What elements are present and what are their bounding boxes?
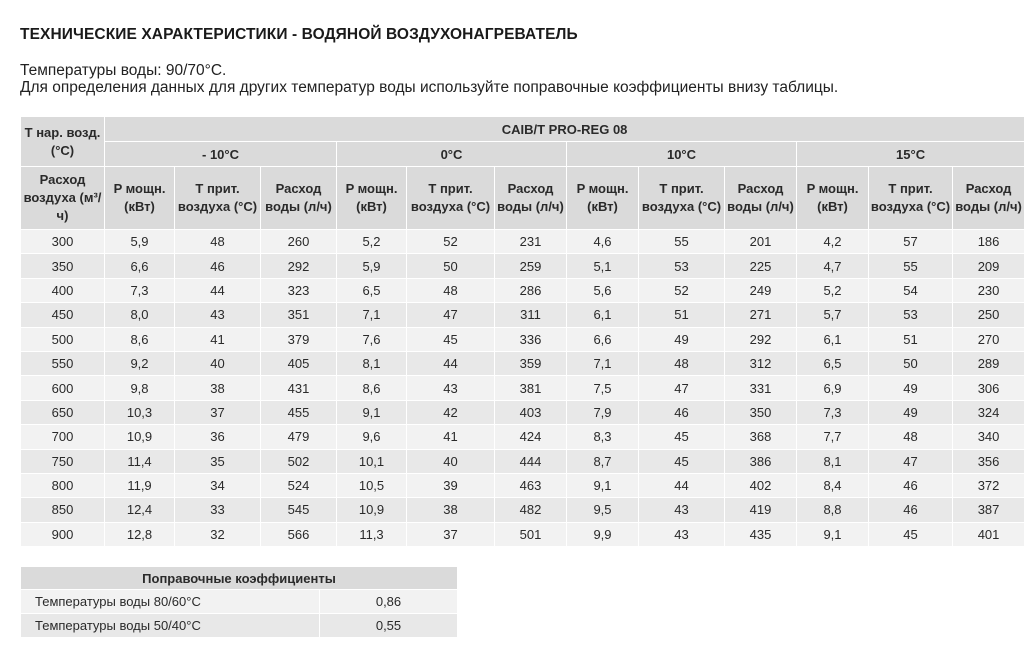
value-cell: 359 — [495, 351, 567, 375]
value-cell: 5,2 — [797, 278, 869, 302]
intro-line-instructions: Для определения данных для других температур воды используйте поправочные коэффициенты внизу таблицы. — [20, 79, 839, 96]
value-cell: 381 — [495, 376, 567, 400]
outdoor-temp-header: Т нар. возд. (°C) — [21, 117, 105, 167]
value-cell: 9,9 — [567, 522, 639, 546]
value-cell: 41 — [407, 425, 495, 449]
value-cell: 7,3 — [797, 400, 869, 424]
value-cell: 8,7 — [567, 449, 639, 473]
table-row — [21, 376, 1025, 400]
value-cell: 8,8 — [797, 498, 869, 522]
supply-air-temp-header: T прит. воздуха (°C) — [175, 167, 261, 230]
value-cell: 43 — [175, 303, 261, 327]
value-cell: 424 — [495, 425, 567, 449]
value-cell: 43 — [407, 376, 495, 400]
value-cell: 47 — [639, 376, 725, 400]
value-cell: 5,6 — [567, 278, 639, 302]
temp-group-row — [21, 142, 1025, 167]
value-cell: 35 — [175, 449, 261, 473]
value-cell: 54 — [869, 278, 953, 302]
value-cell: 38 — [407, 498, 495, 522]
value-cell: 46 — [869, 498, 953, 522]
value-cell: 45 — [639, 449, 725, 473]
table-row — [21, 473, 1025, 497]
table-row — [21, 303, 1025, 327]
table-row — [21, 522, 1025, 546]
value-cell: 292 — [725, 327, 797, 351]
value-cell: 405 — [261, 351, 337, 375]
value-cell: 7,1 — [337, 303, 407, 327]
value-cell: 7,9 — [567, 400, 639, 424]
value-cell: 524 — [261, 473, 337, 497]
correction-row — [21, 614, 458, 638]
value-cell: 10,1 — [337, 449, 407, 473]
value-cell: 8,0 — [105, 303, 175, 327]
value-cell: 8,6 — [105, 327, 175, 351]
value-cell: 5,1 — [567, 254, 639, 278]
value-cell: 6,9 — [797, 376, 869, 400]
temp-group-header: 0°C — [337, 142, 567, 167]
value-cell: 431 — [261, 376, 337, 400]
value-cell: 306 — [953, 376, 1025, 400]
value-cell: 8,1 — [337, 351, 407, 375]
value-cell: 312 — [725, 351, 797, 375]
value-cell: 43 — [639, 498, 725, 522]
airflow-header: Расход воздуха (м³/ч) — [21, 167, 105, 230]
value-cell: 323 — [261, 278, 337, 302]
value-cell: 7,7 — [797, 425, 869, 449]
value-cell: 6,1 — [797, 327, 869, 351]
value-cell: 55 — [639, 230, 725, 254]
value-cell: 270 — [953, 327, 1025, 351]
airflow-cell: 750 — [21, 449, 105, 473]
value-cell: 43 — [639, 522, 725, 546]
power-header: P мощн. (кВт) — [105, 167, 175, 230]
supply-air-temp-header: T прит. воздуха (°C) — [639, 167, 725, 230]
value-cell: 47 — [869, 449, 953, 473]
value-cell: 260 — [261, 230, 337, 254]
value-cell: 11,4 — [105, 449, 175, 473]
temp-group-header: 15°C — [797, 142, 1025, 167]
value-cell: 6,5 — [337, 278, 407, 302]
value-cell: 38 — [175, 376, 261, 400]
value-cell: 10,9 — [105, 425, 175, 449]
value-cell: 40 — [407, 449, 495, 473]
value-cell: 52 — [639, 278, 725, 302]
table-row — [21, 400, 1025, 424]
value-cell: 40 — [175, 351, 261, 375]
value-cell: 50 — [869, 351, 953, 375]
intro-line-water-temp: Температуры воды: 90/70°C. — [20, 62, 227, 79]
value-cell: 42 — [407, 400, 495, 424]
value-cell: 479 — [261, 425, 337, 449]
correction-header: Поправочные коэффициенты — [21, 567, 458, 590]
value-cell: 39 — [407, 473, 495, 497]
value-cell: 48 — [639, 351, 725, 375]
power-header: P мощн. (кВт) — [567, 167, 639, 230]
value-cell: 47 — [407, 303, 495, 327]
airflow-cell: 300 — [21, 230, 105, 254]
value-cell: 482 — [495, 498, 567, 522]
airflow-cell: 350 — [21, 254, 105, 278]
value-cell: 289 — [953, 351, 1025, 375]
value-cell: 419 — [725, 498, 797, 522]
airflow-cell: 550 — [21, 351, 105, 375]
value-cell: 5,9 — [105, 230, 175, 254]
value-cell: 435 — [725, 522, 797, 546]
value-cell: 46 — [175, 254, 261, 278]
value-cell: 186 — [953, 230, 1025, 254]
value-cell: 379 — [261, 327, 337, 351]
value-cell: 209 — [953, 254, 1025, 278]
value-cell: 401 — [953, 522, 1025, 546]
value-cell: 4,2 — [797, 230, 869, 254]
value-cell: 10,9 — [337, 498, 407, 522]
value-cell: 41 — [175, 327, 261, 351]
value-cell: 55 — [869, 254, 953, 278]
value-cell: 45 — [869, 522, 953, 546]
value-cell: 7,5 — [567, 376, 639, 400]
value-cell: 52 — [407, 230, 495, 254]
value-cell: 36 — [175, 425, 261, 449]
value-cell: 50 — [407, 254, 495, 278]
value-cell: 9,1 — [797, 522, 869, 546]
value-cell: 5,7 — [797, 303, 869, 327]
correction-body — [21, 590, 458, 638]
value-cell: 11,3 — [337, 522, 407, 546]
value-cell: 402 — [725, 473, 797, 497]
value-cell: 7,6 — [337, 327, 407, 351]
value-cell: 44 — [407, 351, 495, 375]
specs-table — [20, 116, 1025, 547]
value-cell: 6,6 — [567, 327, 639, 351]
value-cell: 351 — [261, 303, 337, 327]
water-flow-header: Расход воды (л/ч) — [725, 167, 797, 230]
airflow-cell: 500 — [21, 327, 105, 351]
supply-air-temp-header: T прит. воздуха (°C) — [869, 167, 953, 230]
value-cell: 324 — [953, 400, 1025, 424]
value-cell: 10,3 — [105, 400, 175, 424]
airflow-cell: 700 — [21, 425, 105, 449]
value-cell: 230 — [953, 278, 1025, 302]
value-cell: 368 — [725, 425, 797, 449]
value-cell: 331 — [725, 376, 797, 400]
value-cell: 201 — [725, 230, 797, 254]
airflow-cell: 400 — [21, 278, 105, 302]
value-cell: 37 — [407, 522, 495, 546]
table-row — [21, 498, 1025, 522]
value-cell: 311 — [495, 303, 567, 327]
temp-group-header: - 10°C — [105, 142, 337, 167]
value-cell: 403 — [495, 400, 567, 424]
water-flow-header: Расход воды (л/ч) — [953, 167, 1025, 230]
table-row — [21, 278, 1025, 302]
value-cell: 259 — [495, 254, 567, 278]
airflow-cell: 650 — [21, 400, 105, 424]
value-cell: 286 — [495, 278, 567, 302]
value-cell: 8,6 — [337, 376, 407, 400]
value-cell: 45 — [407, 327, 495, 351]
value-cell: 32 — [175, 522, 261, 546]
temp-group-header: 10°C — [567, 142, 797, 167]
value-cell: 9,5 — [567, 498, 639, 522]
value-cell: 4,7 — [797, 254, 869, 278]
value-cell: 5,2 — [337, 230, 407, 254]
value-cell: 8,4 — [797, 473, 869, 497]
value-cell: 45 — [639, 425, 725, 449]
value-cell: 444 — [495, 449, 567, 473]
value-cell: 271 — [725, 303, 797, 327]
value-cell: 8,3 — [567, 425, 639, 449]
value-cell: 34 — [175, 473, 261, 497]
value-cell: 455 — [261, 400, 337, 424]
value-cell: 463 — [495, 473, 567, 497]
correction-label: Температуры воды 80/60°C — [21, 590, 320, 614]
airflow-cell: 850 — [21, 498, 105, 522]
value-cell: 249 — [725, 278, 797, 302]
value-cell: 11,9 — [105, 473, 175, 497]
value-cell: 9,8 — [105, 376, 175, 400]
airflow-cell: 800 — [21, 473, 105, 497]
model-header: CAIB/T PRO-REG 08 — [105, 117, 1025, 142]
value-cell: 292 — [261, 254, 337, 278]
value-cell: 49 — [639, 327, 725, 351]
water-flow-header: Расход воды (л/ч) — [495, 167, 567, 230]
value-cell: 9,1 — [337, 400, 407, 424]
value-cell: 51 — [869, 327, 953, 351]
table-row — [21, 254, 1025, 278]
value-cell: 387 — [953, 498, 1025, 522]
value-cell: 44 — [175, 278, 261, 302]
supply-air-temp-header: T прит. воздуха (°C) — [407, 167, 495, 230]
value-cell: 48 — [175, 230, 261, 254]
value-cell: 37 — [175, 400, 261, 424]
value-cell: 7,3 — [105, 278, 175, 302]
airflow-cell: 900 — [21, 522, 105, 546]
value-cell: 231 — [495, 230, 567, 254]
value-cell: 10,5 — [337, 473, 407, 497]
value-cell: 350 — [725, 400, 797, 424]
table-row — [21, 230, 1025, 254]
value-cell: 9,2 — [105, 351, 175, 375]
value-cell: 566 — [261, 522, 337, 546]
table-row — [21, 449, 1025, 473]
table-row — [21, 351, 1025, 375]
airflow-cell: 600 — [21, 376, 105, 400]
value-cell: 44 — [639, 473, 725, 497]
value-cell: 48 — [869, 425, 953, 449]
value-cell: 6,5 — [797, 351, 869, 375]
value-cell: 6,6 — [105, 254, 175, 278]
correction-table — [20, 566, 458, 638]
value-cell: 386 — [725, 449, 797, 473]
value-cell: 48 — [407, 278, 495, 302]
correction-label: Температуры воды 50/40°C — [21, 614, 320, 638]
value-cell: 49 — [869, 376, 953, 400]
power-header: P мощн. (кВт) — [797, 167, 869, 230]
table-row — [21, 425, 1025, 449]
value-cell: 8,1 — [797, 449, 869, 473]
value-cell: 33 — [175, 498, 261, 522]
value-cell: 46 — [639, 400, 725, 424]
value-cell: 336 — [495, 327, 567, 351]
table-row — [21, 327, 1025, 351]
value-cell: 9,1 — [567, 473, 639, 497]
value-cell: 51 — [639, 303, 725, 327]
value-cell: 501 — [495, 522, 567, 546]
intro-text — [20, 62, 838, 96]
value-cell: 372 — [953, 473, 1025, 497]
value-cell: 6,1 — [567, 303, 639, 327]
value-cell: 57 — [869, 230, 953, 254]
value-cell: 250 — [953, 303, 1025, 327]
value-cell: 356 — [953, 449, 1025, 473]
value-cell: 4,6 — [567, 230, 639, 254]
value-cell: 46 — [869, 473, 953, 497]
water-flow-header: Расход воды (л/ч) — [261, 167, 337, 230]
value-cell: 225 — [725, 254, 797, 278]
value-cell: 12,8 — [105, 522, 175, 546]
airflow-cell: 450 — [21, 303, 105, 327]
value-cell: 502 — [261, 449, 337, 473]
correction-value: 0,55 — [320, 614, 458, 638]
value-cell: 49 — [869, 400, 953, 424]
page-title: ТЕХНИЧЕСКИЕ ХАРАКТЕРИСТИКИ - ВОДЯНОЙ ВОЗДУХОНАГРЕВАТЕЛЬ — [20, 26, 578, 43]
column-header-row — [21, 167, 1025, 230]
correction-row — [21, 590, 458, 614]
value-cell: 53 — [639, 254, 725, 278]
correction-value: 0,86 — [320, 590, 458, 614]
value-cell: 5,9 — [337, 254, 407, 278]
value-cell: 12,4 — [105, 498, 175, 522]
value-cell: 340 — [953, 425, 1025, 449]
value-cell: 545 — [261, 498, 337, 522]
specs-body — [21, 230, 1025, 547]
value-cell: 9,6 — [337, 425, 407, 449]
power-header: P мощн. (кВт) — [337, 167, 407, 230]
value-cell: 53 — [869, 303, 953, 327]
value-cell: 7,1 — [567, 351, 639, 375]
